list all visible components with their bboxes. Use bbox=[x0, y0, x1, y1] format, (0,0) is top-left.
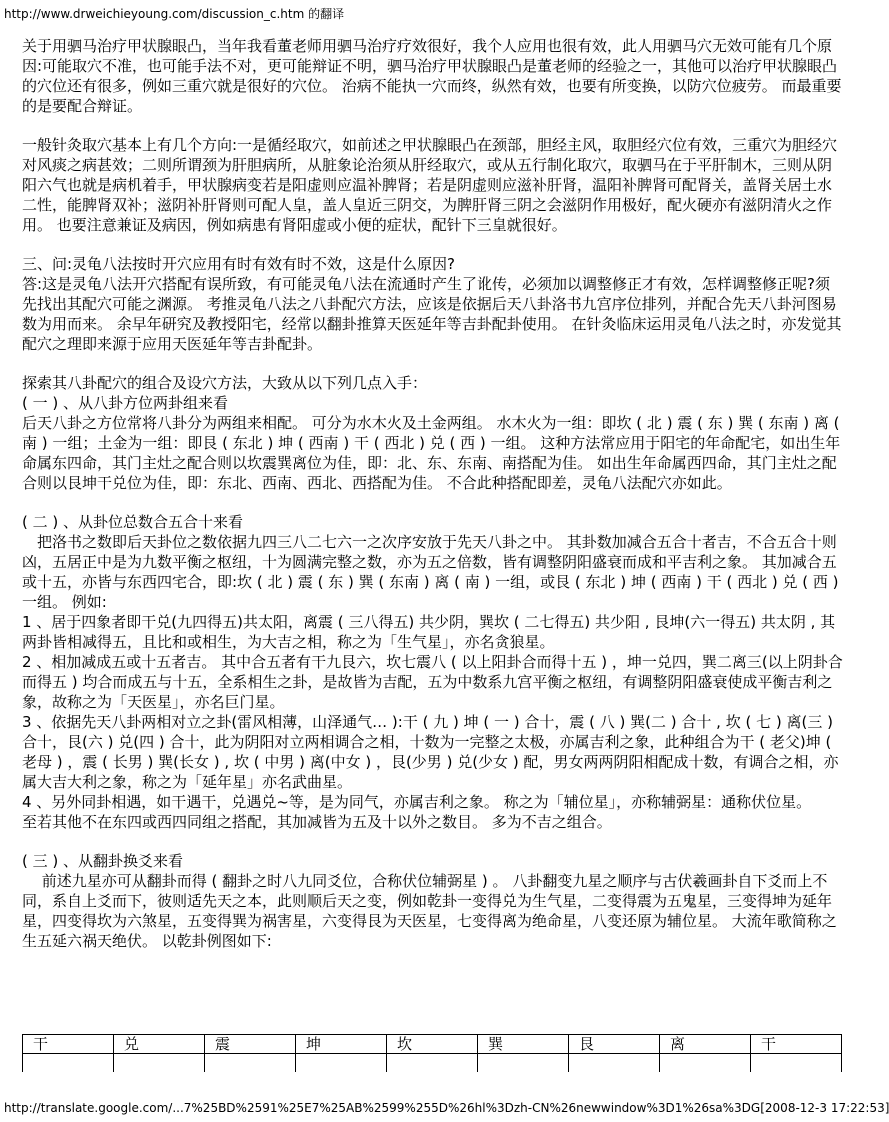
text-line: 关于用驷马治疗甲状腺眼凸，当年我看董老师用驷马治疗疗效很好，我个人应用也很有效，此人用驷马穴无效可能有几个原因:可能取穴不准，也可能手法不对，更可能辩证不明，驷马治疗甲状腺眼凸是董老师的经验之一，其他可以治疗甲状腺眼凸的穴位还有很多，例如三重穴就是很好的穴位。 治病不能执一穴而终，纵然有效，也要有所变换，以防穴位疲劳。 而最重要的是要配合辩证。 bbox=[22, 37, 842, 115]
list-item: 1 、居于四象者即干兑(九四得五)共太阳，离震 ( 三八得五) 共少阴，巽坎 ( 二七得五) 共少阳 , 艮坤(六一得五) 共太阴 , 其两卦皆相减得五，且比和或相生，为大吉之相，称之为「生气星」，亦名贪狼星。 bbox=[22, 613, 836, 651]
intro-line: 探索其八卦配穴的组合及设穴方法，大致从以下列几点入手： bbox=[22, 374, 428, 392]
text-line: 把洛书之数即后天卦位之数依据九四三八二七六一之次序安放于先天八卦之中。 其卦数加减合五合十者吉，不合五合十则凶，五居正中是为九数平衡之枢纽，十为圆满完整之数，亦为五之倍数，皆有调整阴阳盛衰而成和平吉利之象。 其加减合五或十五，亦皆与东西四宅合，即:坎 ( 北 ) 震 ( 东 ) 巽 ( 东南 ) 离 ( 南 ) 一组，或艮 ( 东北 ) 坤 ( 西南 ) 干 ( 西北 ) 兑 ( 西 ) 一组。 例如: bbox=[22, 533, 839, 611]
text-line: 至若其他不在东四或西四同组之搭配，其加减皆为五及十以外之数目。 多为不吉之组合。 bbox=[22, 813, 612, 831]
paragraph-4 bbox=[22, 373, 844, 493]
table-cell bbox=[296, 1054, 387, 1073]
table-header-row bbox=[23, 1035, 842, 1054]
table-cell bbox=[478, 1054, 569, 1073]
table-cell: 艮 bbox=[569, 1035, 660, 1054]
page-header bbox=[4, 5, 344, 22]
table-row bbox=[23, 1054, 842, 1073]
bagua-table bbox=[22, 1034, 842, 1072]
paragraph-3 bbox=[22, 254, 844, 354]
table-cell: 巽 bbox=[478, 1035, 569, 1054]
table-cell: 震 bbox=[205, 1035, 296, 1054]
page-footer bbox=[4, 1101, 889, 1115]
footer-timestamp: [2008-12-3 17:22:53] bbox=[760, 1101, 889, 1115]
footer-url-link[interactable]: http://translate.google.com/...7%25BD%2591%25E7%25AB%2599%255D%26hl%3Dzh-CN%26newwindow%3D1%26sa%3DG bbox=[4, 1101, 761, 1115]
paragraph-1 bbox=[22, 36, 844, 116]
section-heading: ( 二 ) 、从卦位总数合五合十来看 bbox=[22, 513, 244, 531]
table-cell: 坤 bbox=[296, 1035, 387, 1054]
table-cell bbox=[205, 1054, 296, 1073]
section-heading: ( 三 ) 、从翻卦换爻来看 bbox=[22, 852, 184, 870]
table-cell: 坎 bbox=[387, 1035, 478, 1054]
section-heading: ( 一 ) 、从八卦方位两卦组来看 bbox=[22, 394, 229, 412]
answer-line: 答:这是灵龟八法开穴搭配有误所致，有可能灵龟八法在流通时产生了讹传，必须加以调整修正才有效，怎样调整修正呢?须先找出其配穴可能之渊源。 考推灵龟八法之八卦配穴方法，应该是依据后天八卦洛书九宫序位排列，并配合先天八卦河图易数为用而来。 余早年研究及教授阳宅，经常以翻卦推算天医延年等吉卦配卦使用。 在针灸临床运用灵龟八法之时，亦发觉其配穴之理即来源于应用天医延年等吉卦配卦。 bbox=[22, 275, 842, 353]
table-cell bbox=[660, 1054, 751, 1073]
table-cell bbox=[23, 1054, 114, 1073]
table-cell: 干 bbox=[23, 1035, 114, 1054]
text-line: 后天八卦之方位常将八卦分为两组来相配。 可分为水木火及土金两组。 水木火为一组：即坎 ( 北 ) 震 ( 东 ) 巽 ( 东南 ) 离 ( 南 ) 一组；土金为一组：即艮 ( 东北 ) 坤 ( 西南 ) 干 ( 西北 ) 兑 ( 西 ) 一组。 这种方法常应用于阳宅的年命配宅，如出生年命属东四命，其门主灶之配合则以坎震巽离位为佳，即：北、东、东南、南搭配为佳。 如出生年命属西四命，其门主灶之配合则以艮坤干兑位为佳，即：东北、西南、西北、西搭配为佳。 不合此种搭配即差，灵龟八法配穴亦如此。 bbox=[22, 414, 841, 492]
table-cell: 兑 bbox=[114, 1035, 205, 1054]
list-item: 2 、相加减成五或十五者吉。 其中合五者有干九艮六，坎七震八 ( 以上阳卦合而得十五 ) ，坤一兑四，巽二离三(以上阴卦合而得五 ) 均合而成五与十五，全系相生之卦，是故皆为吉配，五为中数系九宫平衡之枢纽，有调整阴阳盛衰使成平衡吉利之象，故称之为「天医星」，亦名巨门星。 bbox=[22, 653, 843, 711]
list-item: 4 、另外同卦相遇，如干遇干，兑遇兑~等，是为同气，亦属吉利之象。 称之为「辅位星」，亦称辅弼星：通称伏位星。 bbox=[22, 793, 812, 811]
paragraph-2 bbox=[22, 135, 844, 235]
paragraph-5 bbox=[22, 512, 844, 832]
table-cell bbox=[751, 1054, 842, 1073]
table-cell bbox=[387, 1054, 478, 1073]
table-cell bbox=[569, 1054, 660, 1073]
list-item: 3 、依据先天八卦两相对立之卦(雷风相薄，山泽通气… ):干 ( 九 ) 坤 ( 一 ) 合十，震 ( 八 ) 巽(二 ) 合十 , 坎 ( 七 ) 离(三 ) 合十，艮(六 ) 兑(四 ) 合十，此为阴阳对立两相调合之相，十数为一完整之太极，亦属吉利之象，此种组合为干 ( 老父)坤 ( 老母 ) ，震 ( 长男 ) 巽(长女 ) , 坎 ( 中男 ) 离(中女 ) ，艮(少男 ) 兑(少女 ) 配，男女两两阴阳相配成十数，有调合之相，亦属大吉大利之象，称之为「延年星」亦名武曲星。 bbox=[22, 713, 839, 791]
article-body bbox=[22, 36, 844, 970]
header-suffix: 的翻译 bbox=[304, 7, 345, 21]
text-line: 前述九星亦可从翻卦而得 ( 翻卦之时八九同爻位，合称伏位辅弼星 ) 。 八卦翻变九星之顺序与古伏羲画卦自下爻而上不同，系自上爻而下，彼则适先天之本，此则顺后天之变，例如乾卦一变得兑为生气星，二变得震为五鬼星，三变得坤为延年星，四变得坎为六煞星，五变得巽为祸害星，六变得艮为天医星，七变得离为绝命星，八变还原为辅位星。 大流年歌简称之生五延六祸天绝伏。 以乾卦例图如下: bbox=[22, 872, 837, 950]
paragraph-6 bbox=[22, 851, 844, 951]
text-line: 一般针灸取穴基本上有几个方向:一是循经取穴，如前述之甲状腺眼凸在颈部，胆经主风，取胆经穴位有效，三重穴为胆经穴对风痰之病甚效；二则所谓颈为肝胆病所，从脏象论治须从肝经取穴，或从五行制化取穴，取驷马在于平肝制木，三则从阴阳六气也就是病机着手，甲状腺病变若是阳虚则应温补脾肾；若是阴虚则应滋补肝肾，温阳补脾肾可配肾关，盖肾关居土水二性，能脾肾双补；滋阴补肝肾则可配人皇，盖人皇近三阴交，为脾肝肾三阴之会滋阴作用极好，配火硬亦有滋阴清火之作用。 也要注意兼证及病因，例如病患有肾阳虚或小便的症状，配针下三皇就很好。 bbox=[22, 136, 838, 234]
question-line: 三、问:灵龟八法按时开穴应用有时有效有时不效，这是什么原因? bbox=[22, 255, 456, 273]
table-cell: 离 bbox=[660, 1035, 751, 1054]
table-cell bbox=[114, 1054, 205, 1073]
header-url-link[interactable]: http://www.drweichieyoung.com/discussion_c.htm bbox=[4, 7, 305, 21]
table-cell: 干 bbox=[751, 1035, 842, 1054]
